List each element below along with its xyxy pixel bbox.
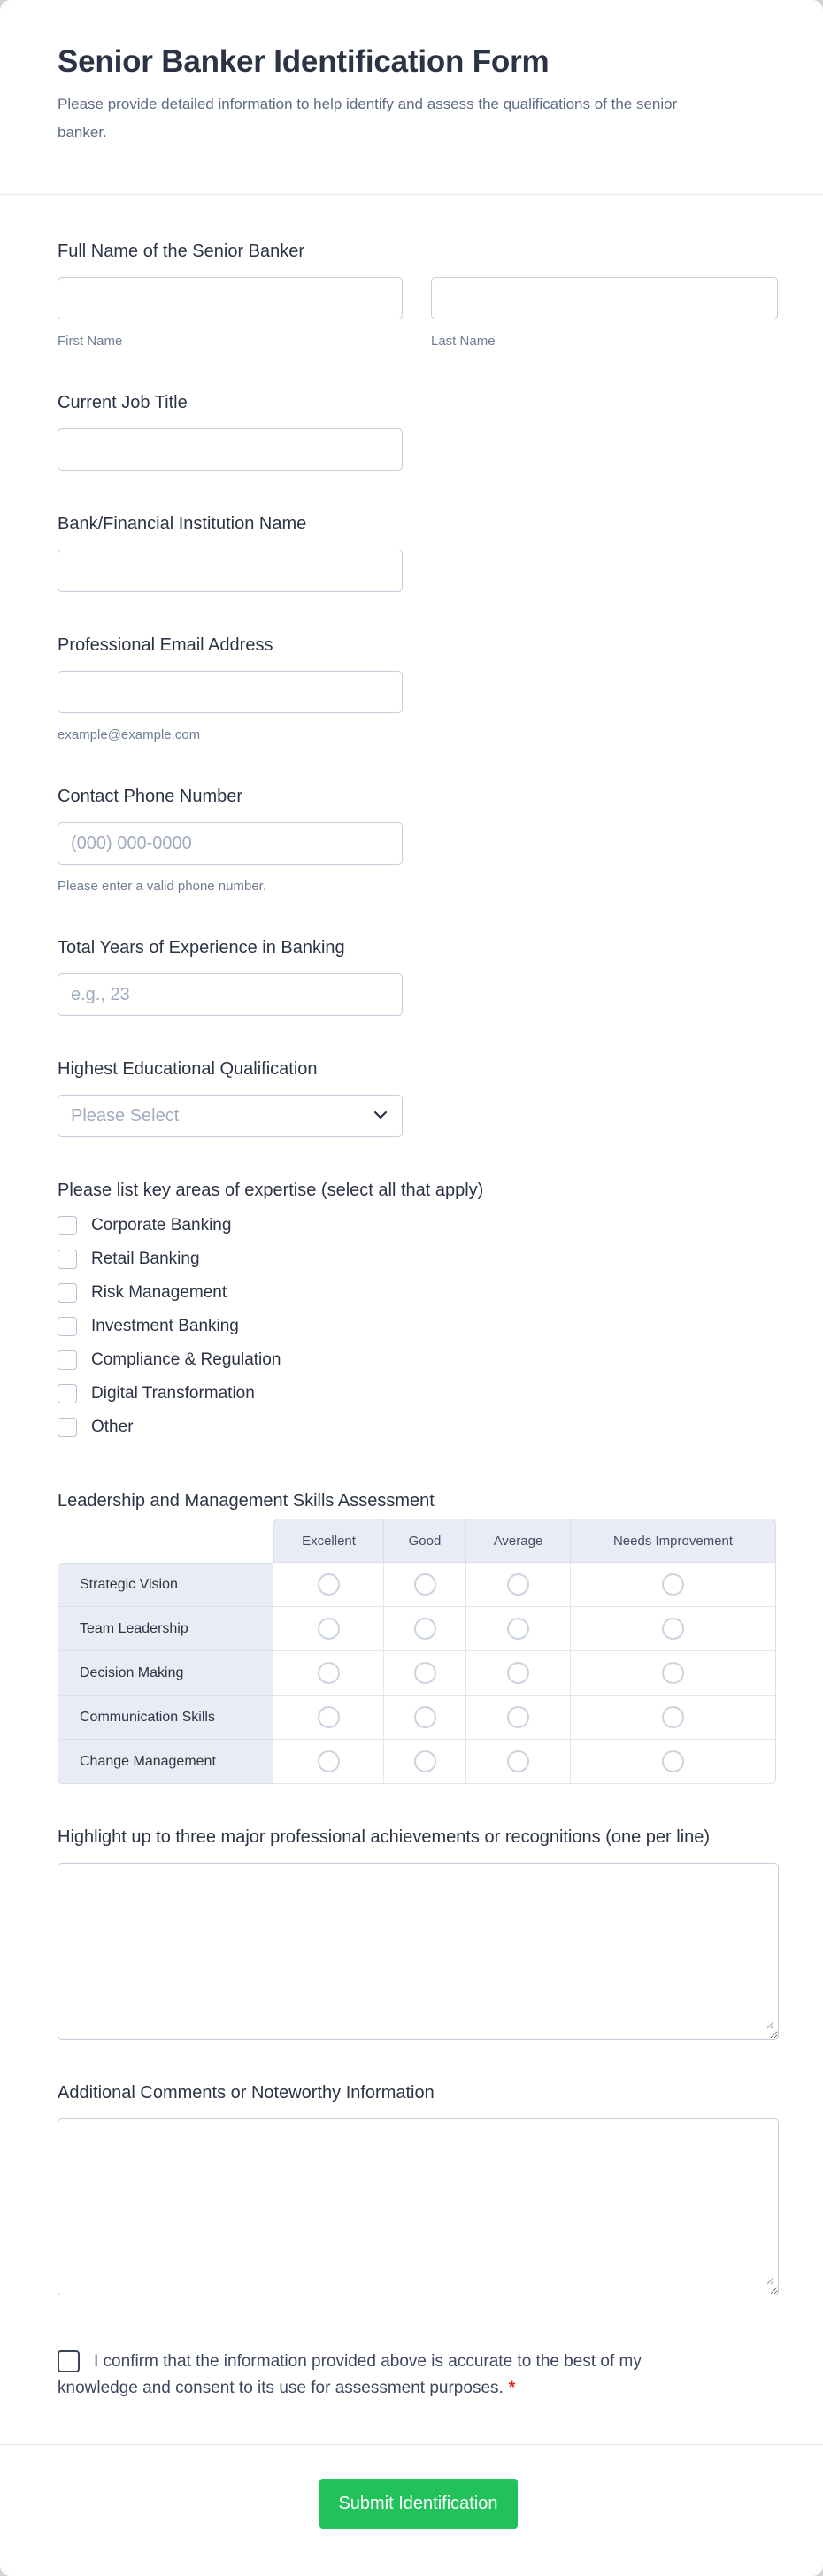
option-label: Corporate Banking [91, 1216, 232, 1234]
phone-sublabel: Please enter a valid phone number. [58, 879, 266, 894]
matrix-cell [571, 1651, 776, 1696]
option-label: Compliance & Regulation [91, 1350, 281, 1369]
page-title: Senior Banker Identification Form [58, 44, 550, 79]
question-phone [58, 786, 779, 895]
experience-years-input[interactable] [58, 973, 403, 1016]
option-label: Other [91, 1418, 134, 1436]
phone-label: Contact Phone Number [58, 787, 243, 806]
page-subtitle: Please provide detailed information to help identify and assess the qualifications of the senior banker. [58, 96, 678, 141]
last-name-sublabel: Last Name [431, 334, 496, 349]
expertise-option-investment-banking [58, 1317, 779, 1336]
matrix-cell [466, 1740, 571, 1784]
radio-strategic-vision-good[interactable] [414, 1573, 436, 1596]
matrix-cell [466, 1651, 571, 1696]
first-name-group [58, 277, 403, 350]
option-label: Investment Banking [91, 1317, 239, 1335]
question-expertise [58, 1180, 779, 1437]
expertise-option-risk-management [58, 1283, 779, 1303]
matrix-cell [571, 1740, 776, 1784]
expertise-option-digital-transformation [58, 1384, 779, 1403]
question-comments [58, 2082, 779, 2295]
question-full-name [58, 241, 779, 350]
radio-communication-skills-needs-improvement[interactable] [662, 1706, 684, 1728]
matrix-cell [273, 1696, 384, 1740]
radio-strategic-vision-average[interactable] [507, 1573, 529, 1596]
radio-communication-skills-good[interactable] [414, 1706, 436, 1728]
matrix-cell [571, 1696, 776, 1740]
matrix-col-header-good: Good [384, 1519, 466, 1563]
email-input[interactable] [58, 671, 403, 713]
assessment-matrix-table [58, 1519, 779, 1784]
matrix-cell [571, 1607, 776, 1651]
question-confirmation [58, 2349, 695, 2402]
experience-years-label: Total Years of Experience in Banking [58, 938, 345, 957]
bank-name-input[interactable] [58, 550, 403, 592]
achievements-textarea[interactable] [58, 1863, 779, 2040]
option-label: Retail Banking [91, 1250, 200, 1268]
radio-decision-making-needs-improvement[interactable] [662, 1662, 684, 1684]
radio-strategic-vision-needs-improvement[interactable] [662, 1573, 684, 1596]
education-selected-value: Please Select [71, 1105, 180, 1126]
radio-change-management-good[interactable] [414, 1750, 436, 1772]
chevron-down-icon [373, 1108, 388, 1124]
education-label: Highest Educational Qualification [58, 1059, 318, 1079]
radio-team-leadership-excellent[interactable] [318, 1618, 340, 1640]
full-name-label: Full Name of the Senior Banker [58, 242, 305, 261]
other-checkbox[interactable] [58, 1418, 77, 1437]
last-name-group [431, 277, 778, 350]
matrix-row-label-communication-skills: Communication Skills [58, 1696, 273, 1740]
first-name-input[interactable] [58, 277, 403, 319]
expertise-option-corporate-banking [58, 1216, 779, 1235]
radio-team-leadership-needs-improvement[interactable] [662, 1618, 684, 1640]
matrix-row-label-team-leadership: Team Leadership [58, 1607, 273, 1651]
question-education [58, 1058, 779, 1137]
job-title-input[interactable] [58, 428, 403, 471]
matrix-cell [384, 1607, 466, 1651]
digital-transformation-checkbox[interactable] [58, 1384, 77, 1403]
comments-textarea[interactable] [58, 2118, 779, 2295]
matrix-cell [384, 1740, 466, 1784]
assessment-label: Leadership and Management Skills Assessment [58, 1491, 435, 1511]
radio-communication-skills-excellent[interactable] [318, 1706, 340, 1728]
corporate-banking-checkbox[interactable] [58, 1216, 77, 1235]
option-label: Risk Management [91, 1283, 227, 1302]
matrix-cell [273, 1607, 384, 1651]
matrix-cell [273, 1651, 384, 1696]
phone-input[interactable] [58, 822, 403, 865]
radio-decision-making-good[interactable] [414, 1662, 436, 1684]
last-name-input[interactable] [431, 277, 778, 319]
matrix-row-label-change-management: Change Management [58, 1740, 273, 1784]
matrix-cell [466, 1563, 571, 1607]
matrix-cell [384, 1563, 466, 1607]
radio-team-leadership-good[interactable] [414, 1618, 436, 1640]
expertise-option-compliance-regulation [58, 1350, 779, 1370]
matrix-col-header-needs-improvement: Needs Improvement [571, 1519, 776, 1563]
required-asterisk: * [508, 2379, 516, 2397]
bank-name-label: Bank/Financial Institution Name [58, 514, 307, 534]
matrix-col-header-excellent: Excellent [273, 1519, 384, 1563]
radio-change-management-average[interactable] [507, 1750, 529, 1772]
matrix-cell [273, 1563, 384, 1607]
matrix-row-label-decision-making: Decision Making [58, 1651, 273, 1696]
radio-change-management-needs-improvement[interactable] [662, 1750, 684, 1772]
matrix-cell [571, 1563, 776, 1607]
confirmation-checkbox[interactable] [58, 2350, 80, 2372]
matrix-cell [273, 1740, 384, 1784]
question-email [58, 634, 779, 743]
confirmation-label: I confirm that the information provided above is accurate to the best of my knowledge and consent to its use for assessment purposes. [58, 2352, 642, 2397]
matrix-cell [466, 1696, 571, 1740]
job-title-label: Current Job Title [58, 393, 188, 412]
expertise-option-other [58, 1418, 779, 1437]
radio-strategic-vision-excellent[interactable] [318, 1573, 340, 1596]
matrix-col-header-average: Average [466, 1519, 571, 1563]
achievements-label: Highlight up to three major professional achievements or recognitions (one per line) [58, 1827, 711, 1847]
submit-divider [0, 2444, 823, 2445]
question-achievements [58, 1826, 779, 2040]
radio-change-management-excellent[interactable] [318, 1750, 340, 1772]
matrix-cell [384, 1651, 466, 1696]
matrix-cell [466, 1607, 571, 1651]
expertise-label: Please list key areas of expertise (select all that apply) [58, 1180, 484, 1200]
expertise-option-retail-banking [58, 1250, 779, 1269]
comments-label: Additional Comments or Noteworthy Information [58, 2083, 435, 2103]
option-label: Digital Transformation [91, 1384, 255, 1403]
question-bank-name [58, 513, 779, 592]
retail-banking-checkbox[interactable] [58, 1250, 77, 1269]
question-job-title [58, 392, 779, 471]
radio-communication-skills-average[interactable] [507, 1706, 529, 1728]
radio-decision-making-average[interactable] [507, 1662, 529, 1684]
radio-team-leadership-average[interactable] [507, 1618, 529, 1640]
submit-button[interactable]: Submit Identification [319, 2479, 518, 2529]
question-experience-years [58, 937, 779, 1016]
radio-decision-making-excellent[interactable] [318, 1662, 340, 1684]
header-divider [0, 194, 823, 195]
risk-management-checkbox[interactable] [58, 1283, 77, 1303]
first-name-sublabel: First Name [58, 334, 123, 349]
education-select[interactable] [58, 1095, 403, 1137]
matrix-corner-cell [58, 1519, 273, 1563]
matrix-cell [384, 1696, 466, 1740]
matrix-row-label-strategic-vision: Strategic Vision [58, 1563, 273, 1607]
question-assessment-matrix [58, 1490, 779, 1784]
compliance-regulation-checkbox[interactable] [58, 1350, 77, 1370]
email-sublabel: example@example.com [58, 727, 201, 742]
email-label: Professional Email Address [58, 635, 273, 655]
investment-banking-checkbox[interactable] [58, 1317, 77, 1336]
